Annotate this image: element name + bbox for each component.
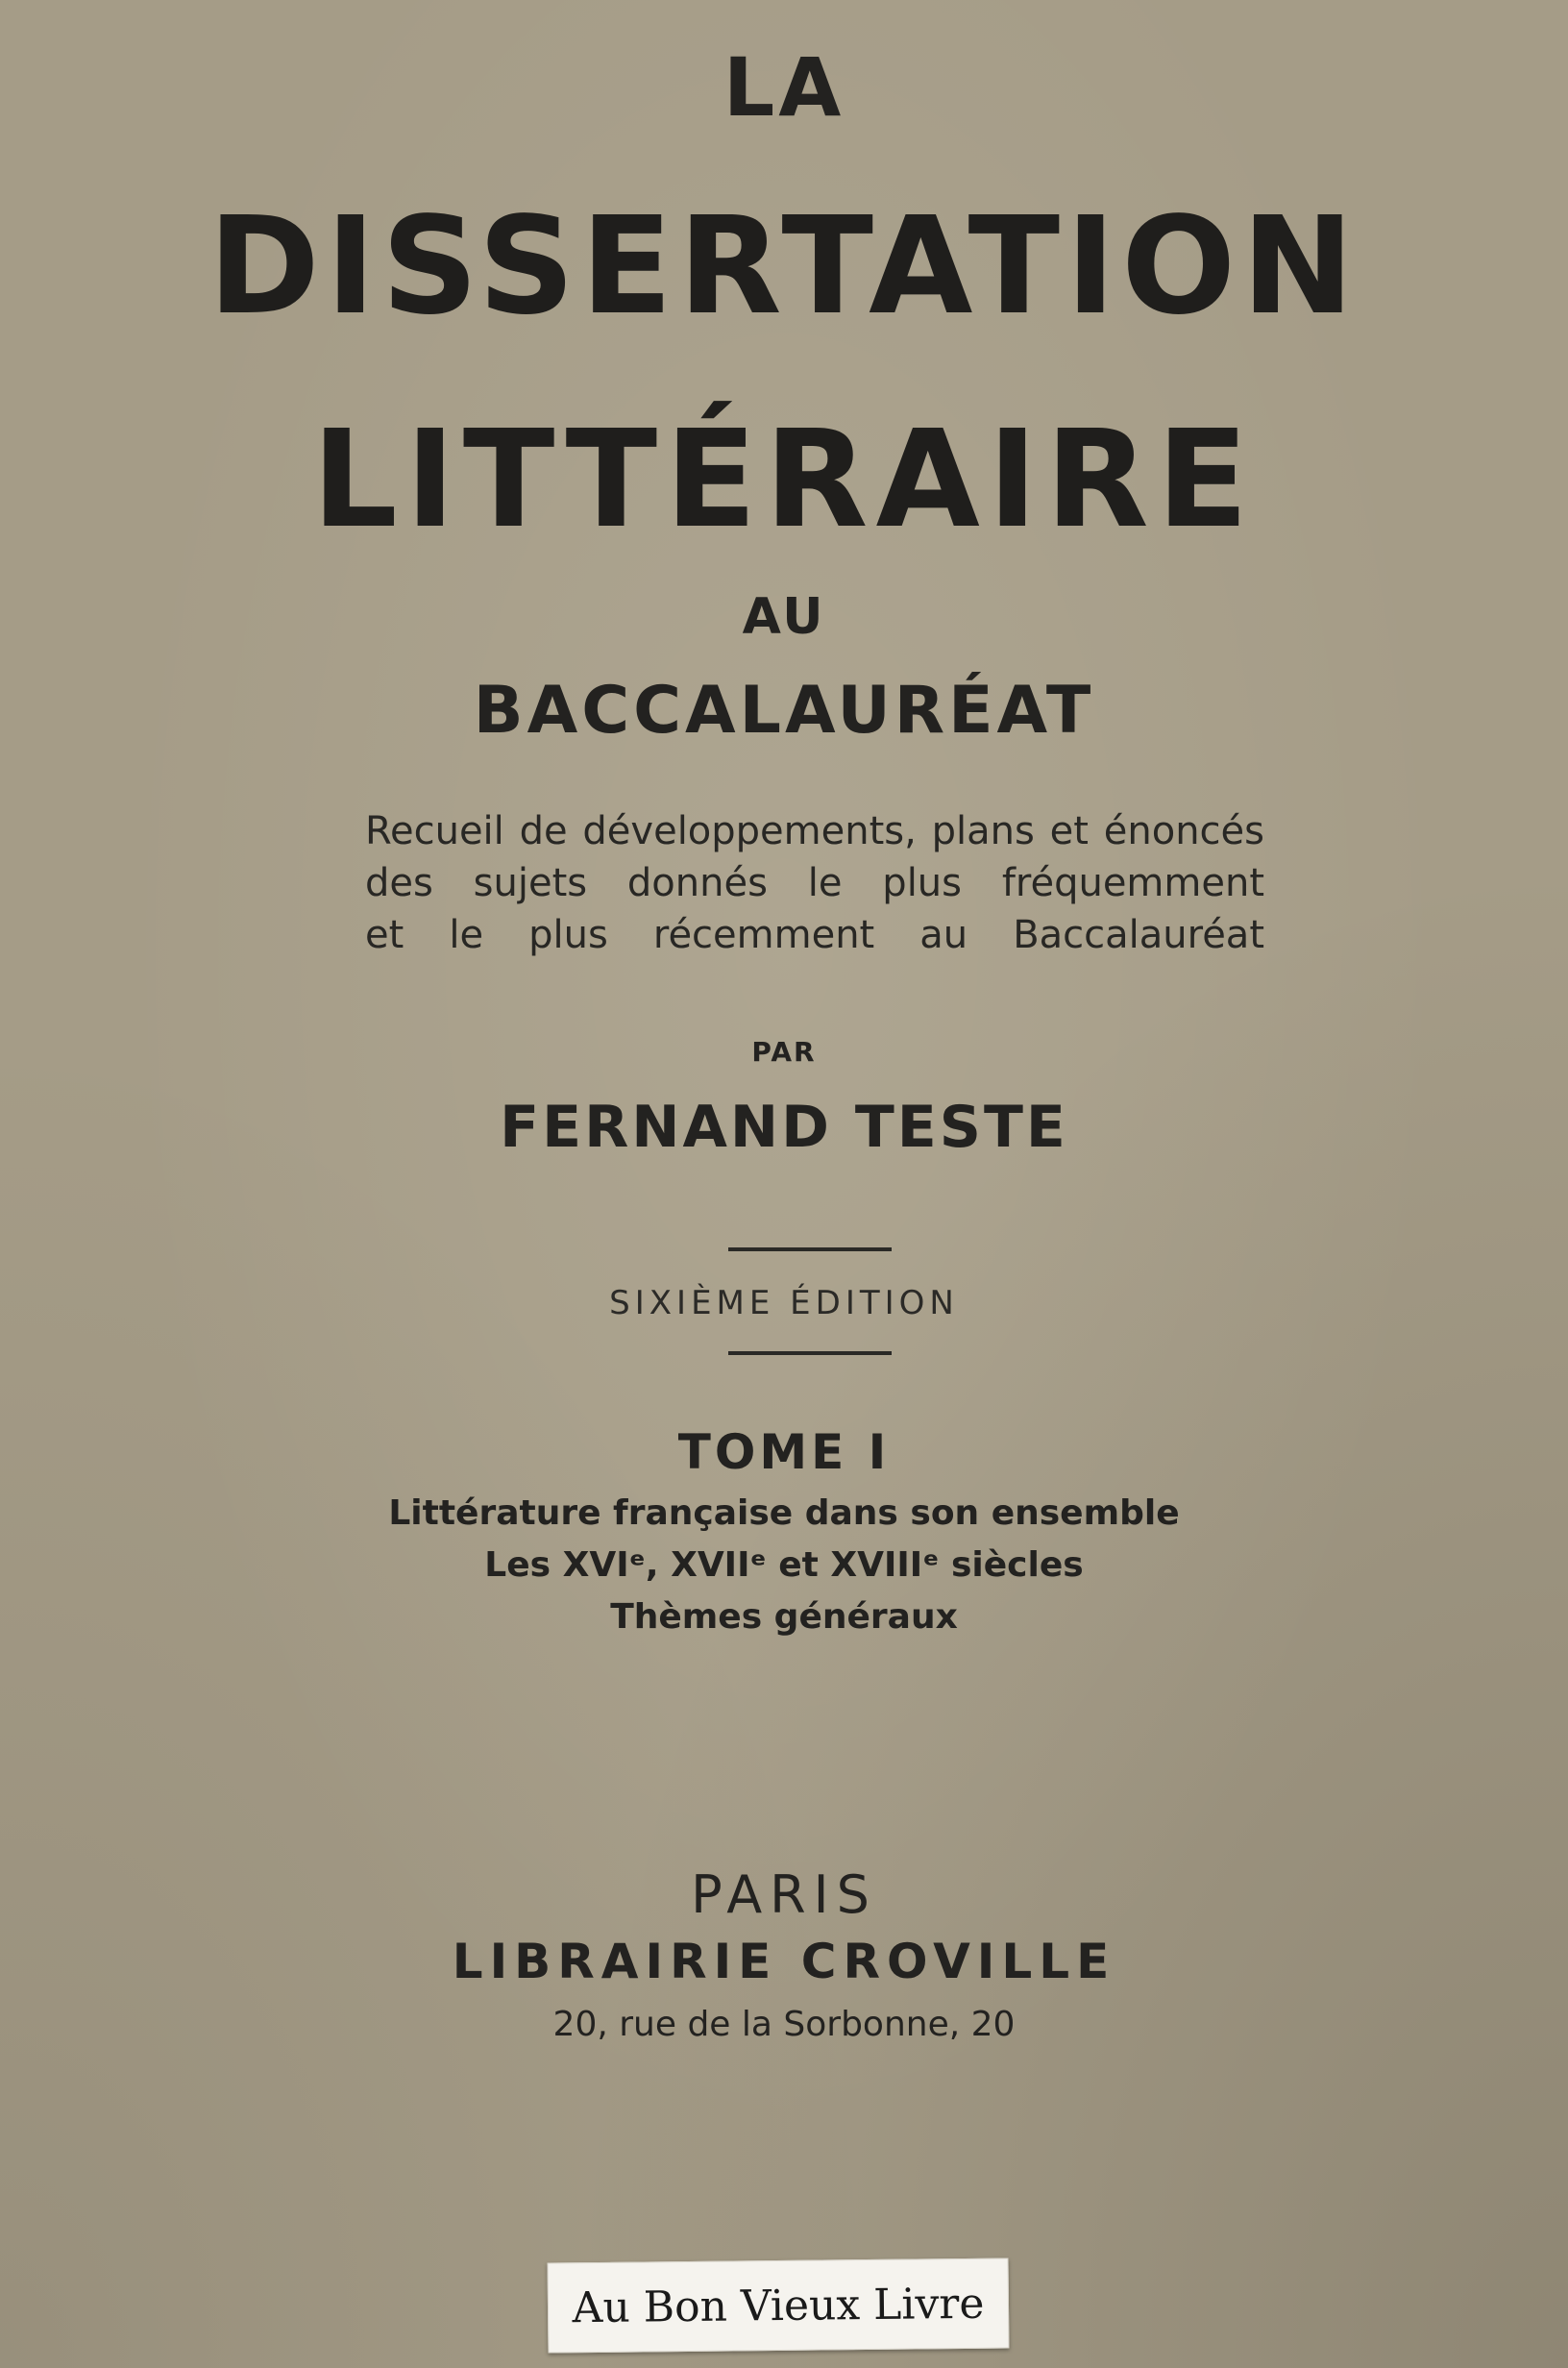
edition-label: SIXIÈME ÉDITION <box>609 1284 959 1322</box>
title-litteraire: LITTÉRAIRE <box>311 402 1257 558</box>
subtitle-line: et le plus récemment au Baccalauréat <box>365 913 1264 957</box>
bookseller-label-text: Au Bon Vieux Livre <box>572 2279 985 2332</box>
subtitle-line: Recueil de développements, plans et énoncés <box>365 809 1264 853</box>
tome-label: TOME I <box>677 1424 891 1480</box>
title-dissertation: DISSERTATION <box>208 188 1360 345</box>
title-au: AU <box>742 588 826 646</box>
bookseller-label <box>548 2257 1010 2353</box>
title-article: LA <box>723 40 845 135</box>
subtitle-block <box>365 805 1264 961</box>
imprint-city: PARIS <box>691 1864 877 1925</box>
tome-description-line: Littérature française dans son ensemble <box>388 1493 1180 1533</box>
author-name: FERNAND TESTE <box>500 1094 1068 1161</box>
edition-rule-top <box>728 1247 892 1251</box>
imprint-publisher: LIBRAIRIE CROVILLE <box>452 1934 1116 1989</box>
byline-prefix: PAR <box>751 1036 817 1068</box>
tome-description-line: Les XVIᵉ, XVIIᵉ et XVIIIᵉ siècles <box>484 1545 1084 1585</box>
edition-rule-bottom <box>728 1351 892 1355</box>
subtitle-line: des sujets donnés le plus fréquemment <box>365 861 1264 905</box>
tome-description-line: Thèmes généraux <box>610 1597 958 1637</box>
imprint-address: 20, rue de la Sorbonne, 20 <box>552 2005 1016 2044</box>
title-baccalaureat: BACCALAURÉAT <box>473 673 1095 749</box>
